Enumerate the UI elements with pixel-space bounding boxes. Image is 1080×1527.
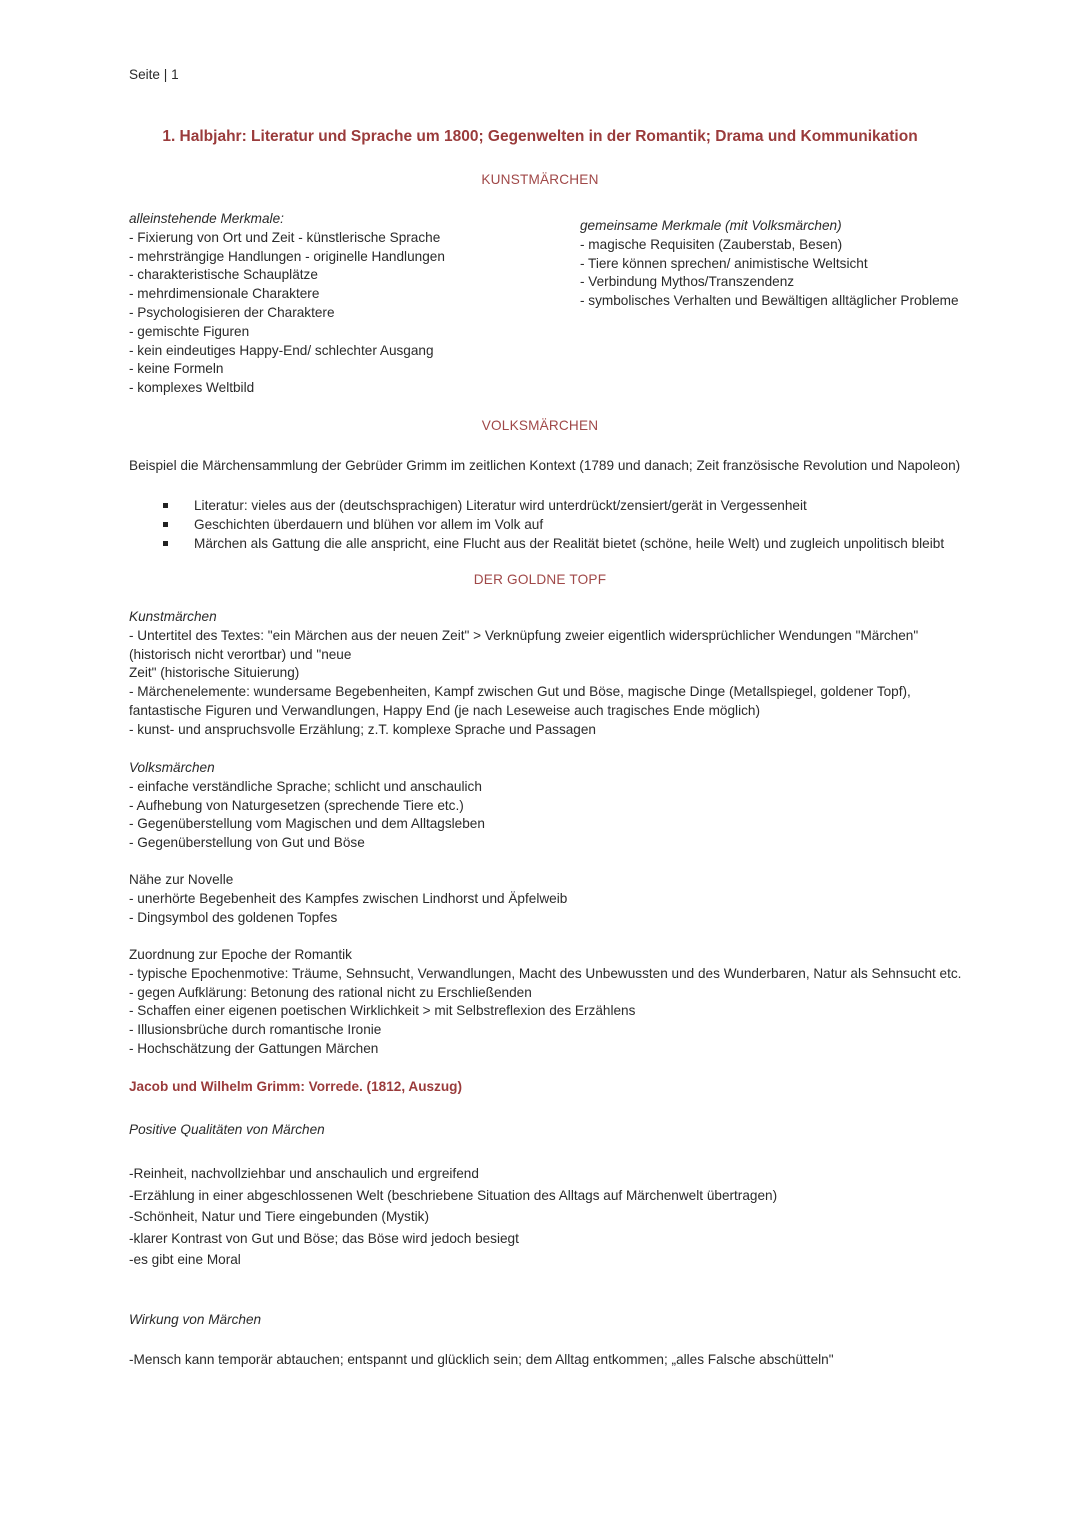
page-title: 1. Halbjahr: Literatur und Sprache um 1800; Gegenwelten in der Romantik; Drama und Kommunikation	[162, 128, 918, 145]
subsection-heading: Zuordnung zur Epoche der Romantik	[129, 947, 352, 962]
text-line: - kunst- und anspruchsvolle Erzählung; z.T. komplexe Sprache und Passagen	[129, 721, 596, 737]
text-line: - Illusionsbrüche durch romantische Ironie	[129, 1022, 382, 1038]
goldne-topf-romantik	[129, 946, 961, 1059]
text-line: (historisch nicht verortbar) und "neue	[129, 646, 352, 662]
grimm-wirkung-list	[129, 1351, 834, 1370]
subsection-heading: Kunstmärchen	[129, 609, 217, 624]
right-column-heading: gemeinsame Merkmale (mit Volksmärchen)	[580, 218, 842, 233]
goldne-topf-novelle	[129, 871, 567, 927]
list-item: - symbolisches Verhalten und Bewältigen alltäglicher Probleme	[580, 293, 959, 309]
text-line: -Erzählung in einer abgeschlossenen Welt (beschriebene Situation des Alltags auf Märchenwelt übertragen)	[129, 1187, 778, 1203]
kunstmaerchen-right-column	[580, 217, 959, 311]
grimm-wirkung-heading-block	[129, 1311, 261, 1330]
text-line: - gegen Aufklärung: Betonung des rational nicht zu Erschließenden	[129, 984, 532, 1000]
text-line: fantastische Figuren und Verwandlungen, Happy End (je nach Leseweise auch tragisches Ende möglich)	[129, 702, 760, 718]
text-line: -klarer Kontrast von Gut und Böse; das Böse wird jedoch besiegt	[129, 1230, 519, 1246]
subsection-heading: Positive Qualitäten von Märchen	[129, 1122, 325, 1137]
text-line: - typische Epochenmotive: Träume, Sehnsucht, Verwandlungen, Macht des Unbewussten und des Wunderbaren, Natur als Sehnsucht etc.	[129, 965, 962, 981]
text-line: -Schönheit, Natur und Tiere eingebunden (Mystik)	[129, 1209, 429, 1224]
text-line: -es gibt eine Moral	[129, 1252, 241, 1267]
list-item: - mehrsträngige Handlungen - originelle Handlungen	[129, 248, 445, 264]
goldne-topf-volksmaerchen	[129, 759, 485, 853]
volksmaerchen-intro	[129, 457, 960, 476]
list-item: - Psychologisieren der Charaktere	[129, 304, 335, 320]
left-column-heading: alleinstehende Merkmale:	[129, 211, 284, 226]
text-line: - Gegenüberstellung vom Magischen und dem Alltagsleben	[129, 816, 485, 832]
text-line: - Untertitel des Textes: "ein Märchen aus der neuen Zeit" > Verknüpfung zweier eigentlich widersprüchlicher Wendungen "Märchen"	[129, 627, 919, 643]
list-item: - Fixierung von Ort und Zeit - künstlerische Sprache	[129, 229, 441, 245]
section-heading-volksmaerchen: VOLKSMÄRCHEN	[481, 418, 599, 433]
text-line: - Dingsymbol des goldenen Topfes	[129, 909, 338, 925]
page-number: Seite | 1	[129, 67, 179, 82]
list-item: - kein eindeutiges Happy-End/ schlechter Ausgang	[129, 342, 434, 358]
intro-text: Beispiel die Märchensammlung der Gebrüder Grimm im zeitlichen Kontext (1789 und danach; Zeit französische Revolution und Napoleon)	[129, 458, 961, 473]
text-line: - Märchenelemente: wundersame Begebenheiten, Kampf zwischen Gut und Böse, magische Dinge (Metallspiegel, goldener Topf),	[129, 684, 911, 700]
bullet-item: Literatur: vieles aus der (deutschsprachigen) Literatur wird unterdrückt/zensiert/gerät in Vergessenheit	[163, 497, 944, 516]
section-heading-goldne-topf: DER GOLDNE TOPF	[473, 572, 607, 587]
list-item: - Tiere können sprechen/ animistische Weltsicht	[580, 255, 868, 271]
bullet-item: Geschichten überdauern und blühen vor allem im Volk auf	[163, 516, 944, 535]
grimm-positive-heading-block	[129, 1121, 325, 1140]
text-line: - Gegenüberstellung von Gut und Böse	[129, 835, 365, 851]
text-line: - einfache verständliche Sprache; schlicht und anschaulich	[129, 778, 482, 794]
text-line: -Reinheit, nachvollziehbar und anschaulich und ergreifend	[129, 1166, 479, 1181]
subsection-heading: Nähe zur Novelle	[129, 872, 234, 887]
list-item: - charakteristische Schauplätze	[129, 267, 318, 283]
subsection-heading: Volksmärchen	[129, 760, 215, 775]
subsection-heading: Wirkung von Märchen	[129, 1312, 262, 1327]
kunstmaerchen-left-column	[129, 210, 445, 398]
text-line: - Aufhebung von Naturgesetzen (sprechende Tiere etc.)	[129, 797, 464, 813]
bullet-item: Märchen als Gattung die alle anspricht, eine Flucht aus der Realität bietet (schöne, heile Welt) und zugleich unpolitisch bleibt	[163, 535, 944, 554]
grimm-positive-list	[129, 1163, 777, 1271]
list-item: - komplexes Weltbild	[129, 380, 255, 396]
list-item: - mehrdimensionale Charaktere	[129, 286, 320, 302]
list-item: - magische Requisiten (Zauberstab, Besen)	[580, 236, 843, 252]
list-item: - gemischte Figuren	[129, 323, 250, 339]
text-line: Zeit" (historische Situierung)	[129, 665, 300, 681]
text-line: - Hochschätzung der Gattungen Märchen	[129, 1040, 379, 1056]
text-line: - Schaffen einer eigenen poetischen Wirklichkeit > mit Selbstreflexion des Erzählens	[129, 1003, 636, 1019]
section-heading-kunstmaerchen: KUNSTMÄRCHEN	[481, 172, 599, 187]
text-line: -Mensch kann temporär abtauchen; entspannt und glücklich sein; dem Alltag entkommen; „alles Falsche abschütteln"	[129, 1352, 834, 1367]
grimm-heading: Jacob und Wilhelm Grimm: Vorrede. (1812, Auszug)	[129, 1079, 462, 1094]
list-item: - Verbindung Mythos/Transzendenz	[580, 274, 795, 290]
text-line: - unerhörte Begebenheit des Kampfes zwischen Lindhorst und Äpfelweib	[129, 890, 568, 906]
goldne-topf-kunstmaerchen	[129, 608, 918, 740]
volksmaerchen-bullet-list	[163, 497, 944, 554]
list-item: - keine Formeln	[129, 361, 224, 377]
